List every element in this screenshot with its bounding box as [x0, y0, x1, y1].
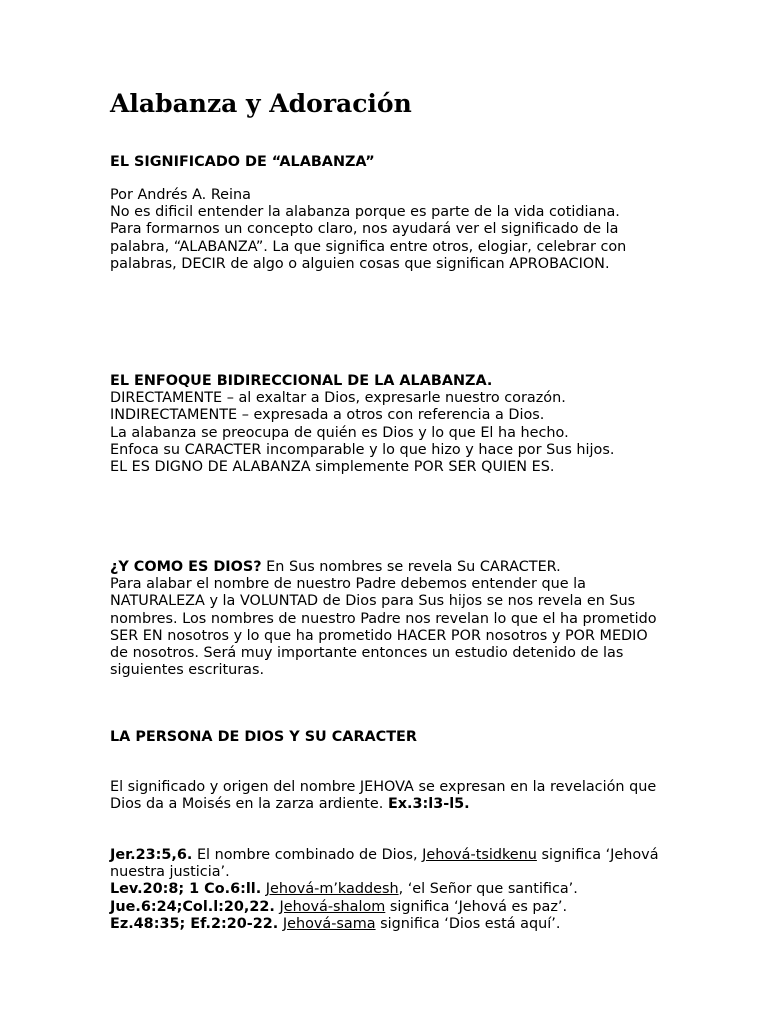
scripture-reference: Ex.3:l3-l5. — [387, 796, 470, 813]
author-line: Por Andrés A. Reina — [110, 187, 251, 203]
scripture-reference: Lev.20:8; 1 Co.6:ll. — [110, 881, 262, 898]
paragraph: No es dificil entender la alabanza porque es parte de la vida cotidiana. — [110, 204, 620, 221]
question-bold: ¿Y COMO ES DIOS? — [110, 559, 262, 575]
names-list — [110, 847, 670, 933]
divine-name: Jehová-m’kaddesh — [265, 881, 399, 898]
section-persona — [110, 729, 670, 746]
name-post: significa ‘Dios está aquí’. — [375, 915, 561, 932]
text-line: Enfoca su CARACTER incomparable y lo que hizo y hace por Sus hijos. — [110, 441, 615, 458]
section-enfoque — [110, 373, 670, 476]
name-post: , ‘el Señor que santifica’. — [398, 881, 578, 898]
section-como-es-dios — [110, 559, 670, 679]
question-line — [110, 559, 670, 576]
scripture-reference: Jue.6:24;Col.l:20,22. — [110, 898, 275, 915]
section-heading: EL ENFOQUE BIDIRECCIONAL DE LA ALABANZA. — [110, 373, 493, 389]
name-post: significa ‘Jehová nuestra justicia’. — [110, 847, 659, 881]
text-line: EL ES DIGNO DE ALABANZA simplemente POR SER QUIEN ES. — [110, 459, 555, 476]
name-entry — [110, 847, 670, 881]
section-persona-intro — [110, 779, 670, 813]
scripture-reference: Ez.48:35; Ef.2:20-22. — [110, 915, 279, 932]
intro-text: El significado y origen del nombre JEHOVA se expresan en la revelación que Dios da a Moisés en la zarza ardiente. — [110, 779, 657, 813]
name-entry — [110, 899, 670, 916]
divine-name: Jehová-tsidkenu — [422, 847, 537, 863]
divine-name: Jehová-shalom — [279, 898, 386, 915]
name-pre: El nombre combinado de Dios, — [192, 847, 423, 863]
text-line: INDIRECTAMENTE – expresada a otros con referencia a Dios. — [110, 407, 545, 424]
name-post: significa ‘Jehová es paz’. — [385, 898, 568, 915]
paragraph: Para formarnos un concepto claro, nos ayudará ver el significado de la palabra, “ALABANZA”. La que significa entre otros, elogiar, celebrar con palabras, DECIR de algo o alguien cosas que significan APROBACION. — [110, 221, 627, 272]
section-significado-body — [110, 187, 670, 273]
question-rest: En Sus nombres se revela Su CARACTER. — [261, 559, 561, 575]
section-significado — [110, 154, 670, 171]
scripture-reference: Jer.23:5,6. — [110, 847, 193, 863]
name-entry — [110, 916, 670, 933]
name-entry — [110, 881, 670, 898]
text-line: DIRECTAMENTE – al exaltar a Dios, expresarle nuestro corazón. — [110, 390, 566, 407]
section-heading: EL SIGNIFICADO DE “ALABANZA” — [110, 154, 375, 170]
paragraph: Para alabar el nombre de nuestro Padre debemos entender que la NATURALEZA y la VOLUNTAD de Dios para Sus hijos se nos revela en Sus nombres. Los nombres de nuestro Padre nos revelan lo que el ha prometido SER EN nosotros y lo que ha prometido HACER POR nosotros y POR MEDIO de nosotros. Será muy importante entonces un estudio detenido de las siguientes escrituras. — [110, 576, 657, 679]
section-heading: LA PERSONA DE DIOS Y SU CARACTER — [110, 729, 417, 745]
text-line: La alabanza se preocupa de quién es Dios y lo que El ha hecho. — [110, 424, 569, 441]
paragraph — [110, 779, 670, 813]
document-title: Alabanza y Adoración — [110, 89, 412, 118]
divine-name: Jehová-sama — [282, 915, 376, 932]
